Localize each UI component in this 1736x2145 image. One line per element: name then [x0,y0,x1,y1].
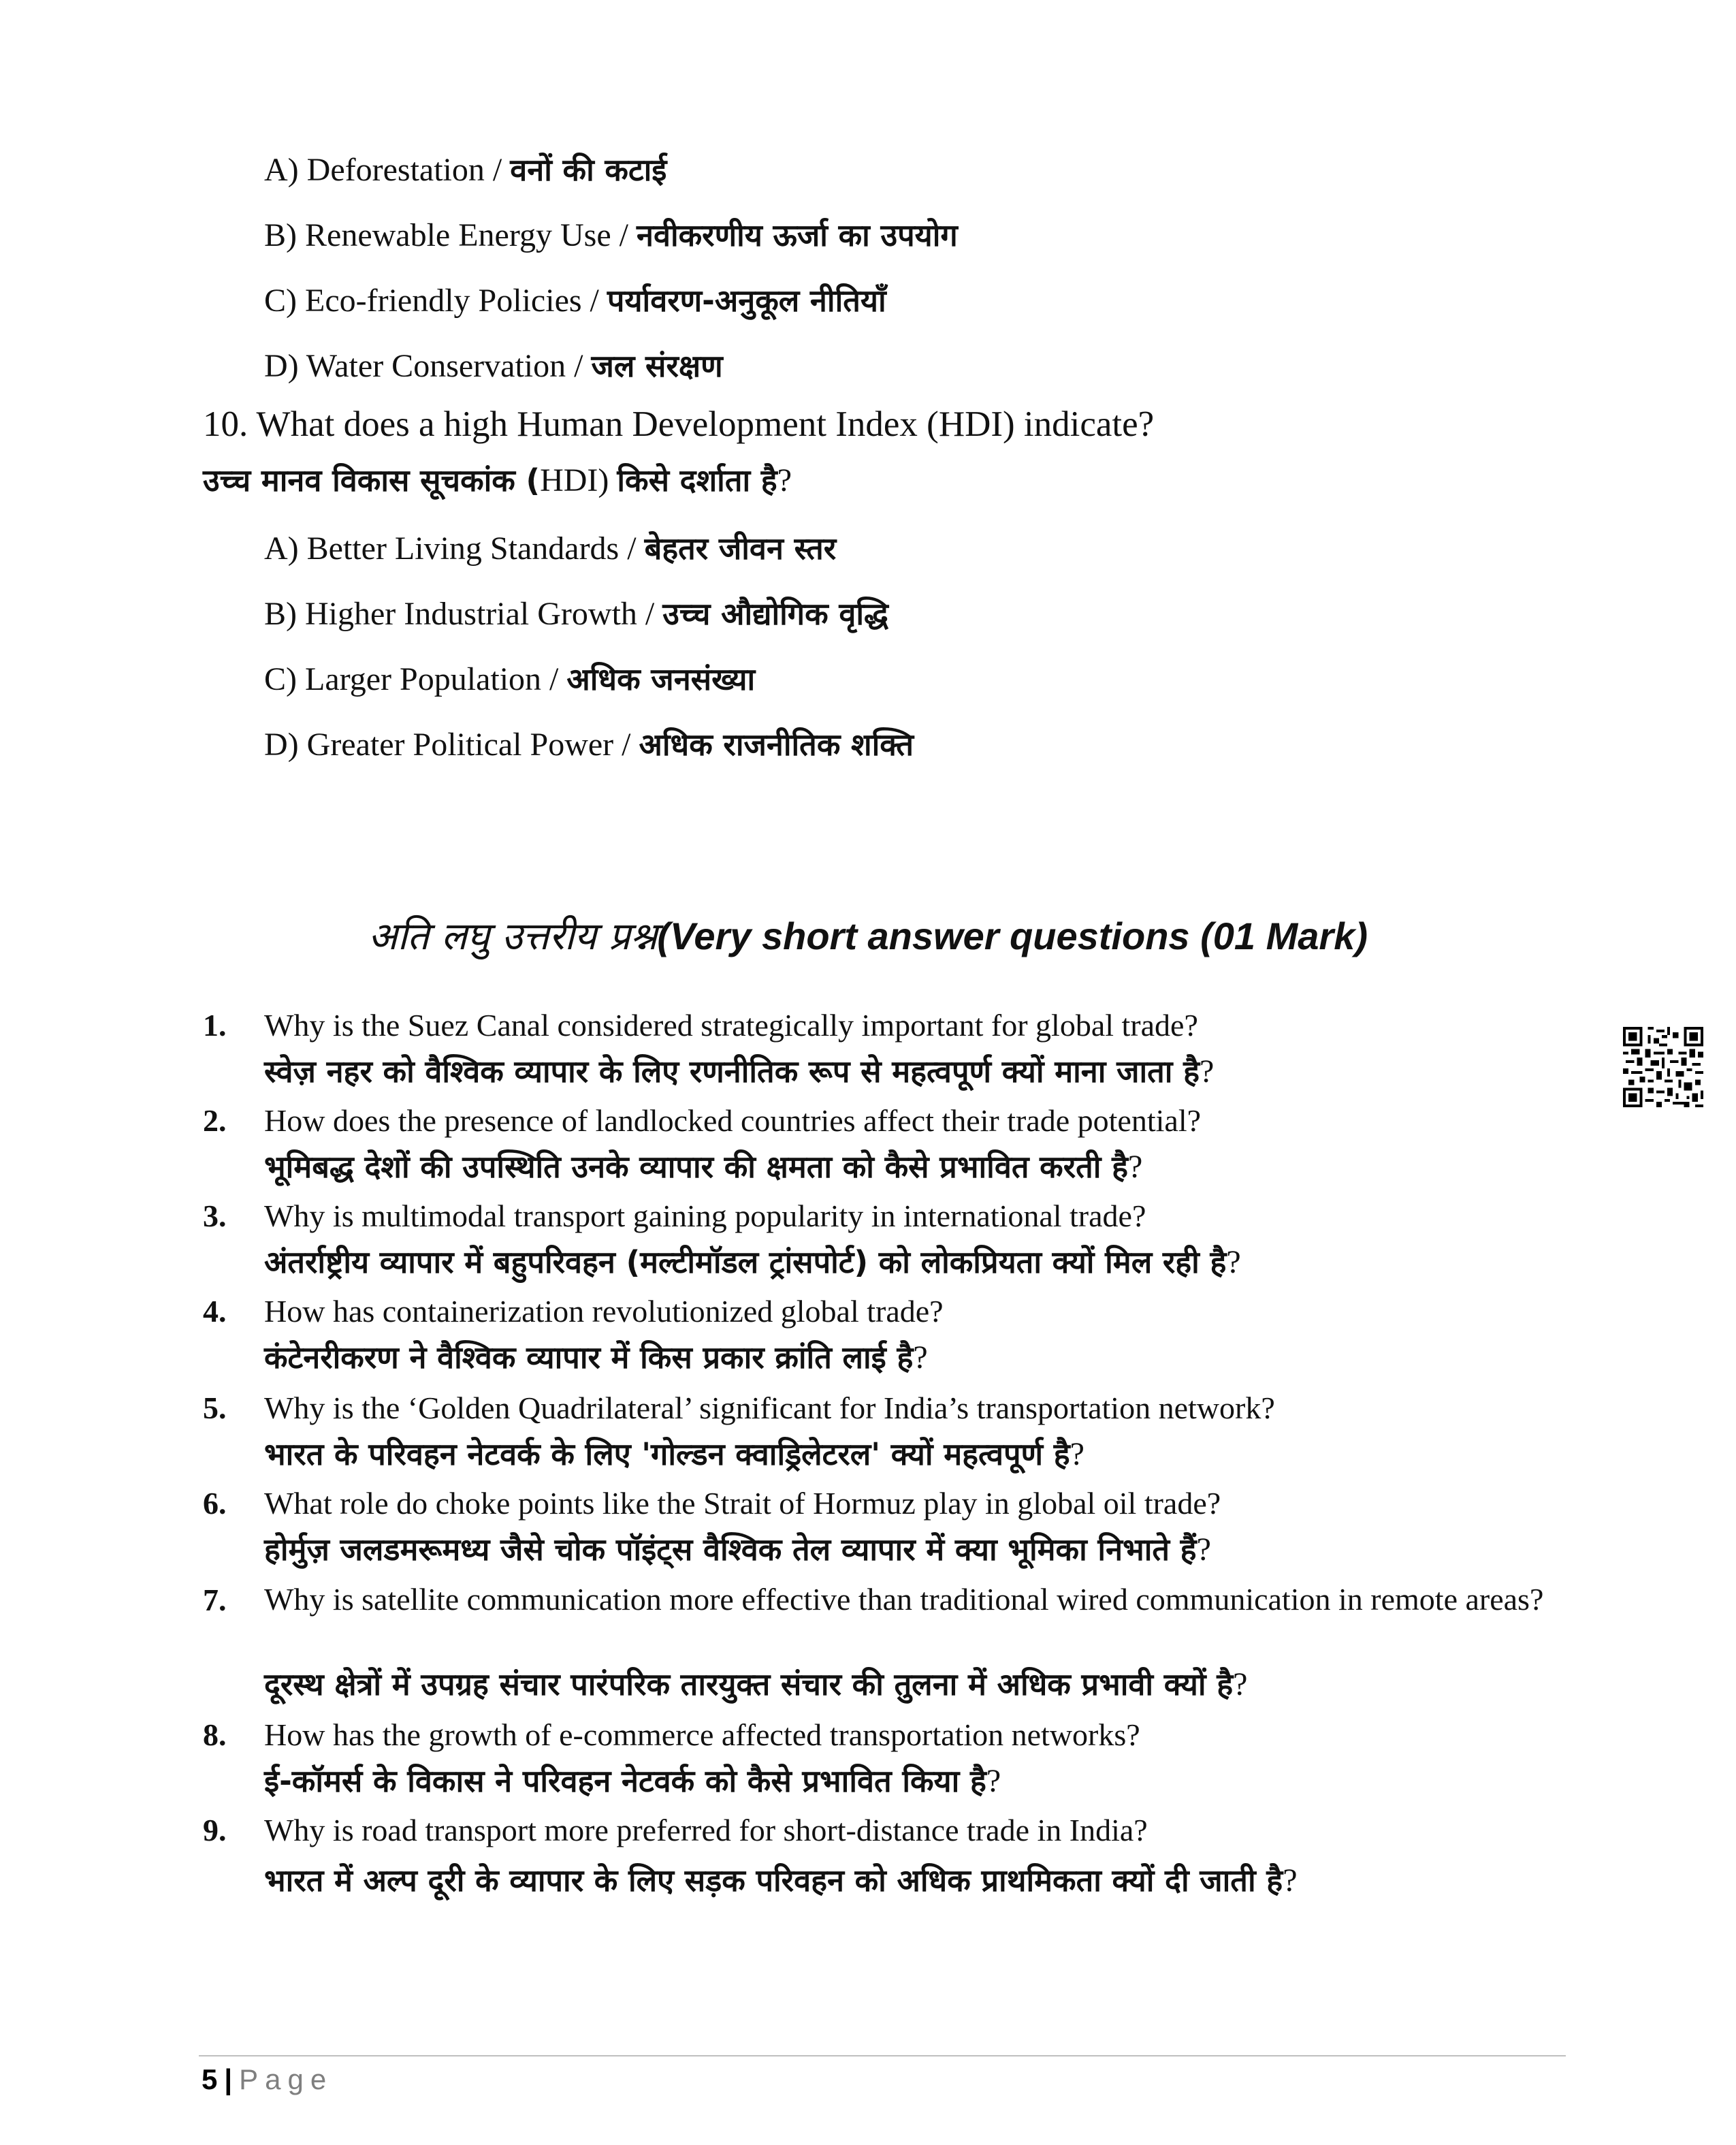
question-text-hi [264,1761,1001,1802]
question-number: 1. [203,1008,227,1043]
q10-option-b [264,594,888,635]
hi-qmark: ? [913,1339,928,1376]
q9-option-c [264,281,886,321]
question-text-en: Why is satellite communication more effective than traditional wired communication in remote areas? [264,1582,1544,1617]
q10-hi-part: उच्च मानव विकास सूचकांक ( [203,462,541,498]
hi-text: दूरस्थ क्षेत्रों में उपग्रह संचार पारंपरिक तारयुक्त संचार की तुलना में अधिक प्रभावी क्यों है [264,1666,1234,1702]
question-number: 7. [203,1583,227,1617]
question-text-hi [264,1147,1142,1188]
question-text-en: How has containerization revolutionized global trade? [264,1294,944,1329]
option-en: D) Greater Political Power / [264,727,639,763]
section-title-hi: अति लघु उत्तरीय प्रश्न [368,915,658,959]
question-text-hi [264,1434,1084,1475]
option-en: A) Deforestation / [264,152,511,188]
hi-text: भूमिबद्ध देशों की उपस्थिति उनके व्यापार की क्षमता को कैसे प्रभावित करती है [264,1149,1128,1185]
option-en: B) Higher Industrial Growth / [264,596,663,632]
question-text-hi [264,1854,1530,1908]
page-footer [202,2061,333,2099]
option-hi: वनों की कटाई [510,152,667,188]
hi-qmark: ? [1283,1862,1298,1898]
option-hi: नवीकरणीय ऊर्जा का उपयोग [636,217,958,253]
hi-qmark: ? [1128,1149,1143,1185]
hi-qmark: ? [1200,1053,1215,1090]
question-number: 6. [203,1486,227,1521]
question-text-hi [264,1242,1241,1283]
question-number: 8. [203,1717,227,1752]
page-number: 5 [202,2063,218,2095]
option-en: C) Eco-friendly Policies / [264,283,607,319]
question-number: 3. [203,1198,227,1233]
q10-question-hi [203,460,792,501]
option-hi: बेहतर जीवन स्तर [644,530,837,567]
q10-option-c [264,659,755,700]
option-en: D) Water Conservation / [264,348,592,384]
hi-text: होर्मुज़ जलडमरूमध्य जैसे चोक पॉइंट्स वैश्विक तेल व्यापार में क्या भूमिका निभाते हैं [264,1531,1197,1568]
option-en: B) Renewable Energy Use / [264,217,637,253]
question-text-en: How has the growth of e-commerce affected transportation networks? [264,1717,1140,1752]
hi-text: अंतर्राष्ट्रीय व्यापार में बहुपरिवहन (मल्टीमॉडल ट्रांसपोर्ट) को लोकप्रियता क्यों मिल रही है [264,1244,1227,1280]
option-hi: अधिक जनसंख्या [566,661,756,697]
section-title [0,912,1736,961]
question-text-en: What role do choke points like the Strait of Hormuz play in global oil trade? [264,1486,1221,1521]
q10-hi-abbr: HDI) [540,462,617,498]
hi-text: भारत में अल्प दूरी के व्यापार के लिए सड़क परिवहन को अधिक प्राथमिकता क्यों दी जाती है [264,1862,1283,1898]
question-text-en: Why is the ‘Golden Quadrilateral’ significant for India’s transportation network? [264,1391,1275,1425]
q10-hi-part: किसे दर्शाता है [617,462,777,498]
question-text-hi [264,1664,1247,1705]
hi-text: ई-कॉमर्स के विकास ने परिवहन नेटवर्क को कैसे प्रभावित किया है [264,1763,986,1799]
qr-code-icon [1623,1027,1703,1107]
hi-text: स्वेज़ नहर को वैश्विक व्यापार के लिए रणनीतिक रूप से महत्वपूर्ण क्यों माना जाता है [264,1053,1200,1090]
hi-qmark: ? [1233,1666,1248,1702]
page-label: Page [239,2063,334,2095]
q9-option-a [264,150,666,191]
question-text-en: How does the presence of landlocked countries affect their trade potential? [264,1103,1202,1138]
hi-qmark: ? [1226,1244,1241,1280]
option-hi: पर्यावरण-अनुकूल नीतियाँ [607,283,886,319]
option-en: A) Better Living Standards / [264,530,645,567]
hi-qmark: ? [1196,1531,1211,1568]
question-text-hi [264,1337,928,1378]
question-text-en: Why is the Suez Canal considered strategically important for global trade? [264,1008,1198,1043]
q10-option-d [264,725,914,765]
section-title-en: (Very short answer questions (01 Mark) [657,915,1368,957]
question-text-hi [264,1529,1211,1570]
hi-qmark: ? [1070,1436,1084,1472]
q9-option-b [264,215,958,256]
question-number: 4. [203,1294,227,1329]
option-en: C) Larger Population / [264,661,567,697]
hi-text: भारत के परिवहन नेटवर्क के लिए 'गोल्डन क्वाड्रिलेटरल' क्यों महत्वपूर्ण है [264,1436,1070,1472]
question-number: 9. [203,1813,227,1847]
question-text-en: Why is road transport more preferred for short-distance trade in India? [264,1813,1148,1847]
q9-option-d [264,346,723,387]
q10-question-en: 10. What does a high Human Development Index (HDI) indicate? [203,404,1155,444]
option-hi: जल संरक्षण [591,348,723,384]
footer-separator: | [224,2063,233,2095]
hi-text: कंटेनरीकरण ने वैश्विक व्यापार में किस प्रकार क्रांति लाई है [264,1339,914,1376]
question-text-en: Why is multimodal transport gaining popularity in international trade? [264,1198,1146,1233]
footer-divider [199,2055,1566,2056]
hi-qmark: ? [986,1763,1001,1799]
question-text-hi [264,1051,1214,1092]
question-number: 5. [203,1391,227,1425]
question-number: 2. [203,1103,227,1138]
option-hi: उच्च औद्योगिक वृद्धि [662,596,888,632]
q10-option-a [264,528,836,569]
q10-hi-qmark: ? [777,462,792,498]
option-hi: अधिक राजनीतिक शक्ति [639,727,914,763]
